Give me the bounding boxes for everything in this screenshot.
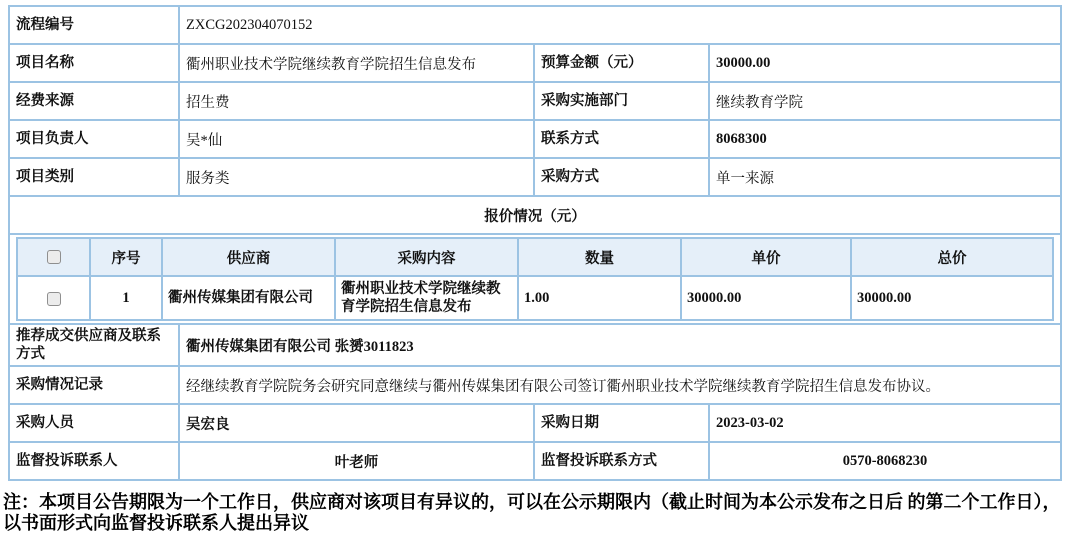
field-value-process-no: ZXCG202304070152 (179, 6, 1061, 44)
col-header-content: 采购内容 (335, 238, 518, 276)
field-label-project-name: 项目名称 (9, 44, 179, 82)
table-row (9, 44, 1061, 82)
quote-content: 衢州职业技术学院继续教育学院招生信息发布 (335, 276, 518, 320)
field-label-process-no: 流程编号 (9, 6, 179, 44)
quote-qty: 1.00 (518, 276, 681, 320)
select-all-cell (17, 238, 90, 276)
field-label-procurement-record: 采购情况记录 (9, 366, 179, 404)
field-value-purchasing-dept: 继续教育学院 (709, 82, 1061, 120)
col-header-total-price: 总价 (851, 238, 1053, 276)
field-label-procurement-method: 采购方式 (534, 158, 709, 196)
col-header-supplier: 供应商 (162, 238, 335, 276)
field-label-purchase-date: 采购日期 (534, 404, 709, 442)
field-label-supervision-contact: 监督投诉联系人 (9, 442, 179, 480)
field-label-project-leader: 项目负责人 (9, 120, 179, 158)
table-row (9, 324, 1061, 366)
table-row (9, 82, 1061, 120)
field-label-recommended-supplier: 推荐成交供应商及联系方式 (9, 324, 179, 366)
field-value-budget: 30000.00 (709, 44, 1061, 82)
quote-unit-price: 30000.00 (681, 276, 851, 320)
quote-table-row (9, 234, 1061, 324)
field-value-recommended-supplier: 衢州传媒集团有限公司 张赟3011823 (179, 324, 1061, 366)
field-value-fund-source: 招生费 (179, 82, 534, 120)
field-value-procurement-method: 单一来源 (709, 158, 1061, 196)
field-value-project-leader: 吴*仙 (179, 120, 534, 158)
field-label-budget: 预算金额（元） (534, 44, 709, 82)
quote-supplier: 衢州传媒集团有限公司 (162, 276, 335, 320)
field-label-purchaser: 采购人员 (9, 404, 179, 442)
select-all-checkbox[interactable] (47, 250, 61, 264)
field-value-supervision-contact: 叶老师 (179, 442, 534, 480)
field-label-project-category: 项目类别 (9, 158, 179, 196)
field-value-purchaser: 吴宏良 (179, 404, 534, 442)
field-label-supervision-contact-method: 监督投诉联系方式 (534, 442, 709, 480)
footnote: 注：本项目公告期限为一个工作日，供应商对该项目有异议的，可以在公示期限内（截止时间为本公示发布之日后 的第二个工作日），以书面形式向监督投诉联系人提出异议 (3, 492, 1061, 534)
field-label-fund-source: 经费来源 (9, 82, 179, 120)
field-value-procurement-record: 经继续教育学院院务会研究同意继续与衢州传媒集团有限公司签订衢州职业技术学院继续教育学院招生信息发布协议。 (179, 366, 1061, 404)
procurement-info-table (8, 5, 1062, 481)
table-row (9, 158, 1061, 196)
field-value-supervision-contact-method: 0570-8068230 (709, 442, 1061, 480)
table-row (9, 404, 1061, 442)
table-row (9, 120, 1061, 158)
field-value-purchase-date: 2023-03-02 (709, 404, 1061, 442)
row-checkbox[interactable] (47, 292, 61, 306)
field-label-contact: 联系方式 (534, 120, 709, 158)
table-row (9, 6, 1061, 44)
field-value-project-category: 服务类 (179, 158, 534, 196)
quote-section-title: 报价情况（元） (9, 196, 1061, 234)
quote-table-container (9, 234, 1061, 324)
quote-data-row (17, 276, 1053, 320)
quote-no: 1 (90, 276, 162, 320)
col-header-qty: 数量 (518, 238, 681, 276)
quote-section-title-row (9, 196, 1061, 234)
quote-header-row (17, 238, 1053, 276)
field-value-project-name: 衢州职业技术学院继续教育学院招生信息发布 (179, 44, 534, 82)
col-header-no: 序号 (90, 238, 162, 276)
field-value-contact: 8068300 (709, 120, 1061, 158)
quote-table (16, 237, 1054, 321)
quote-total-price: 30000.00 (851, 276, 1053, 320)
col-header-unit-price: 单价 (681, 238, 851, 276)
table-row (9, 442, 1061, 480)
field-label-purchasing-dept: 采购实施部门 (534, 82, 709, 120)
table-row (9, 366, 1061, 404)
row-select-cell (17, 276, 90, 320)
